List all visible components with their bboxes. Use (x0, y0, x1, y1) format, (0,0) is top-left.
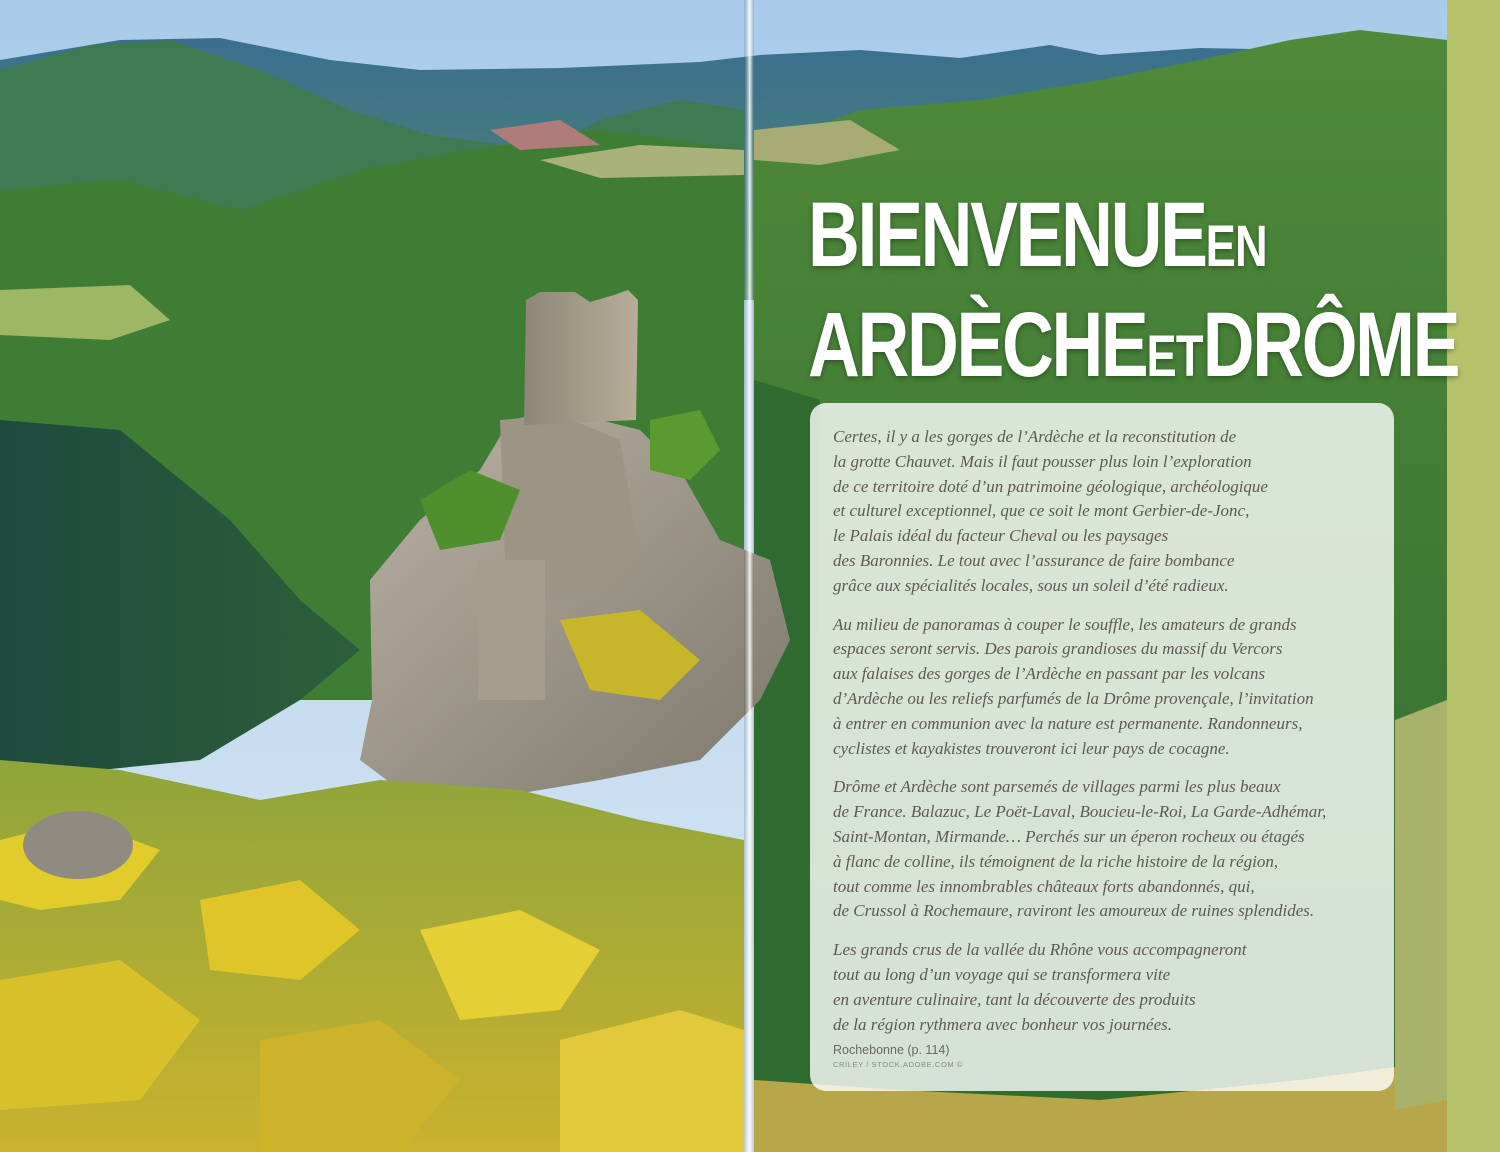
title-word-drome: DRÔME (1202, 294, 1459, 396)
photo-credit: CRILEY / STOCK.ADOBE.COM © (833, 1060, 964, 1069)
title-word-ardeche: ARDÈCHE (808, 294, 1147, 396)
spread-title (808, 184, 1459, 410)
title-word-bienvenue: BIENVENUE (808, 184, 1206, 286)
intro-paragraph-1 (833, 425, 1372, 599)
page-edge-strip (1447, 0, 1500, 1152)
text-line: de Crussol à Rochemaure, raviront les amoureux de ruines splendides. (833, 901, 1315, 921)
title-connector-et: ET (1146, 324, 1203, 389)
text-line: des Baronnies. Le tout avec l’assurance de faire bombance (833, 550, 1235, 570)
page-gutter (744, 0, 754, 1152)
intro-paragraph-2 (833, 613, 1372, 762)
intro-paragraph-3 (833, 775, 1372, 924)
text-line: tout comme les innombrables châteaux forts abandonnés, qui, (833, 876, 1255, 896)
text-line: la grotte Chauvet. Mais il faut pousser plus loin l’exploration (833, 451, 1252, 471)
text-line: Certes, il y a les gorges de l’Ardèche et la reconstitution de (833, 427, 1237, 446)
text-line: Drôme et Ardèche sont parsemés de villages parmi les plus beaux (833, 777, 1281, 797)
text-line: d’Ardèche ou les reliefs parfumés de la Drôme provençale, l’invitation (833, 688, 1314, 708)
intro-text-panel (810, 403, 1394, 1091)
text-line: tout au long d’un voyage qui se transformera vite (833, 964, 1171, 984)
text-line: de France. Balazuc, Le Poët-Laval, Boucieu-le-Roi, La Garde-Adhémar, (833, 802, 1327, 822)
photo-caption: Rochebonne (p. 114) (833, 1043, 950, 1057)
text-line: à entrer en communion avec la nature est permanente. Randonneurs, (833, 713, 1303, 733)
text-line: à flanc de colline, ils témoignent de la riche histoire de la région, (833, 851, 1279, 871)
title-connector-en: EN (1205, 214, 1267, 279)
text-line: espaces seront servis. Des parois grandioses du massif du Vercors (833, 639, 1283, 659)
text-line: grâce aux spécialités locales, sous un soleil d’été radieux. (833, 575, 1229, 595)
text-line: Les grands crus de la vallée du Rhône vous accompagneront (833, 940, 1247, 960)
title-line-1 (808, 184, 1292, 300)
text-line: et culturel exceptionnel, que ce soit le mont Gerbier-de-Jonc, (833, 501, 1250, 521)
text-line: le Palais idéal du facteur Cheval ou les paysages (833, 526, 1169, 546)
title-line-2 (808, 294, 1459, 410)
text-line: cyclistes et kayakistes trouveront ici leur pays de cocagne. (833, 738, 1230, 758)
text-line: de ce territoire doté d’un patrimoine géologique, archéologique (833, 476, 1268, 496)
text-line: en aventure culinaire, tant la découverte des produits (833, 989, 1196, 1009)
text-line: Saint-Montan, Mirmande… Perchés sur un éperon rocheux ou étagés (833, 826, 1305, 846)
text-line: aux falaises des gorges de l’Ardèche en passant par les volcans (833, 664, 1266, 684)
intro-paragraph-4 (833, 938, 1372, 1037)
text-line: Au milieu de panoramas à couper le souffle, les amateurs de grands (833, 614, 1297, 634)
text-line: de la région rythmera avec bonheur vos journées. (833, 1014, 1172, 1034)
